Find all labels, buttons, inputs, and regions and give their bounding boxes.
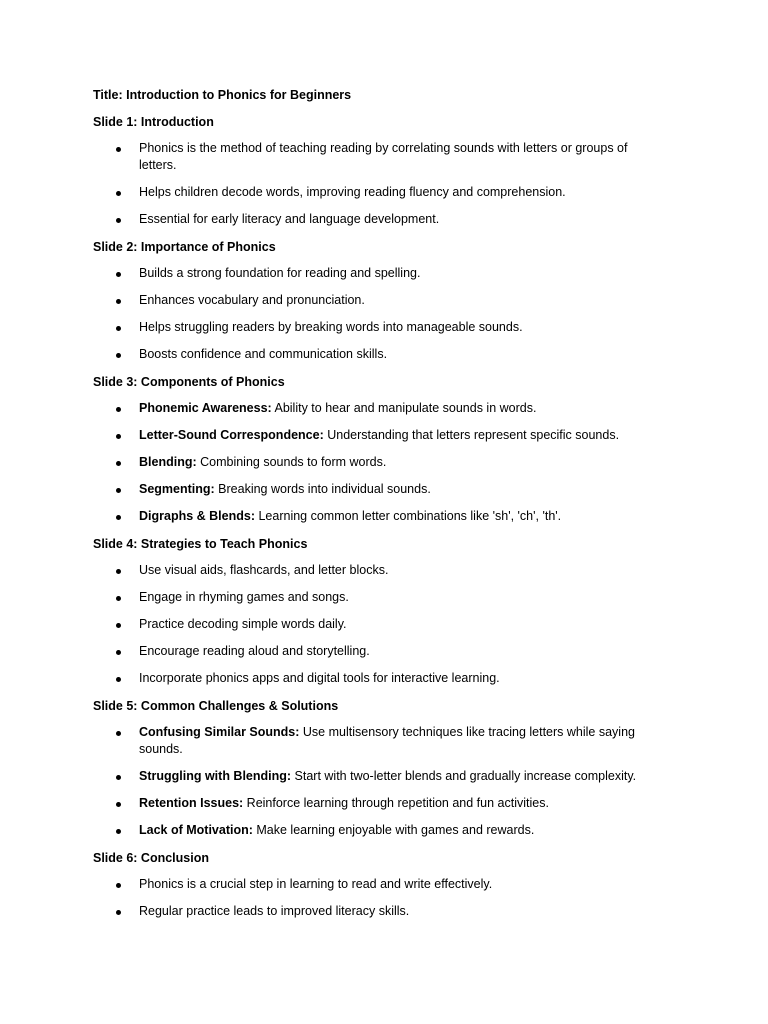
list-item <box>93 724 658 758</box>
document-body <box>93 113 658 920</box>
bullet-icon <box>116 802 121 807</box>
section-heading: Slide 2: Importance of Phonics <box>93 240 276 254</box>
list-item <box>93 589 658 606</box>
item-text: Ability to hear and manipulate sounds in words. <box>271 401 537 415</box>
section-heading: Slide 5: Common Challenges & Solutions <box>93 699 339 713</box>
section-heading: Slide 1: Introduction <box>93 115 214 129</box>
bullet-list <box>93 562 658 687</box>
bullet-icon <box>116 299 121 304</box>
item-term: Letter-Sound Correspondence: <box>139 428 324 442</box>
item-text: Phonics is the method of teaching reading by correlating sounds with letters or groups of letters. <box>139 141 628 172</box>
item-term: Blending: <box>139 455 197 469</box>
list-item <box>93 822 658 839</box>
bullet-icon <box>116 910 121 915</box>
item-text: Encourage reading aloud and storytelling. <box>139 644 370 658</box>
list-item <box>93 616 658 633</box>
bullet-icon <box>116 829 121 834</box>
item-text: Regular practice leads to improved literacy skills. <box>139 904 410 918</box>
bullet-icon <box>116 272 121 277</box>
bullet-list <box>93 400 658 525</box>
item-text: Enhances vocabulary and pronunciation. <box>139 293 365 307</box>
item-text: Start with two-letter blends and gradually increase complexity. <box>291 769 637 783</box>
list-item <box>93 562 658 579</box>
item-text: Make learning enjoyable with games and rewards. <box>252 823 535 837</box>
item-term: Confusing Similar Sounds: <box>139 725 300 739</box>
bullet-list <box>93 140 658 228</box>
bullet-icon <box>116 569 121 574</box>
item-text: Engage in rhyming games and songs. <box>139 590 349 604</box>
item-text: Boosts confidence and communication skills. <box>139 347 388 361</box>
list-item <box>93 768 658 785</box>
bullet-icon <box>116 353 121 358</box>
bullet-icon <box>116 191 121 196</box>
item-text: Use multisensory techniques like tracing letters while saying sounds. <box>139 725 635 756</box>
section-heading: Slide 3: Components of Phonics <box>93 375 285 389</box>
list-item <box>93 211 658 228</box>
bullet-icon <box>116 407 121 412</box>
bullet-icon <box>116 218 121 223</box>
list-item <box>93 319 658 336</box>
bullet-list <box>93 265 658 363</box>
item-term: Digraphs & Blends: <box>139 509 255 523</box>
bullet-icon <box>116 434 121 439</box>
bullet-icon <box>116 775 121 780</box>
list-item <box>93 795 658 812</box>
item-term: Retention Issues: <box>139 796 244 810</box>
list-item <box>93 903 658 920</box>
bullet-icon <box>116 461 121 466</box>
bullet-list <box>93 724 658 839</box>
list-item <box>93 140 658 174</box>
item-text: Learning common letter combinations like 'sh', 'ch', 'th'. <box>255 509 562 523</box>
item-term: Lack of Motivation: <box>139 823 253 837</box>
item-text: Phonics is a crucial step in learning to read and write effectively. <box>139 877 493 891</box>
list-item <box>93 508 658 525</box>
item-term: Struggling with Blending: <box>139 769 292 783</box>
bullet-icon <box>116 650 121 655</box>
bullet-icon <box>116 326 121 331</box>
list-item <box>93 184 658 201</box>
list-item <box>93 400 658 417</box>
bullet-icon <box>116 596 121 601</box>
item-text: Practice decoding simple words daily. <box>139 617 347 631</box>
item-text: Use visual aids, flashcards, and letter blocks. <box>139 563 389 577</box>
list-item <box>93 876 658 893</box>
list-item <box>93 427 658 444</box>
bullet-icon <box>116 883 121 888</box>
list-item <box>93 265 658 282</box>
item-text: Helps struggling readers by breaking words into manageable sounds. <box>139 320 523 334</box>
item-text: Helps children decode words, improving reading fluency and comprehension. <box>139 185 566 199</box>
bullet-icon <box>116 515 121 520</box>
item-text: Essential for early literacy and language development. <box>139 212 440 226</box>
bullet-icon <box>116 147 121 152</box>
item-text: Combining sounds to form words. <box>196 455 387 469</box>
item-term: Segmenting: <box>139 482 215 496</box>
list-item <box>93 670 658 687</box>
item-text: Reinforce learning through repetition and fun activities. <box>243 796 549 810</box>
document-title: Title: Introduction to Phonics for Beginners <box>93 88 352 102</box>
item-text: Understanding that letters represent specific sounds. <box>323 428 620 442</box>
bullet-icon <box>116 677 121 682</box>
item-text: Builds a strong foundation for reading and spelling. <box>139 266 421 280</box>
item-text: Breaking words into individual sounds. <box>214 482 431 496</box>
item-text: Incorporate phonics apps and digital tools for interactive learning. <box>139 671 500 685</box>
bullet-icon <box>116 488 121 493</box>
list-item <box>93 481 658 498</box>
section-heading: Slide 4: Strategies to Teach Phonics <box>93 537 308 551</box>
bullet-icon <box>116 731 121 736</box>
list-item <box>93 643 658 660</box>
bullet-list <box>93 876 658 920</box>
list-item <box>93 292 658 309</box>
list-item <box>93 346 658 363</box>
item-term: Phonemic Awareness: <box>139 401 272 415</box>
list-item <box>93 454 658 471</box>
section-heading: Slide 6: Conclusion <box>93 851 209 865</box>
bullet-icon <box>116 623 121 628</box>
